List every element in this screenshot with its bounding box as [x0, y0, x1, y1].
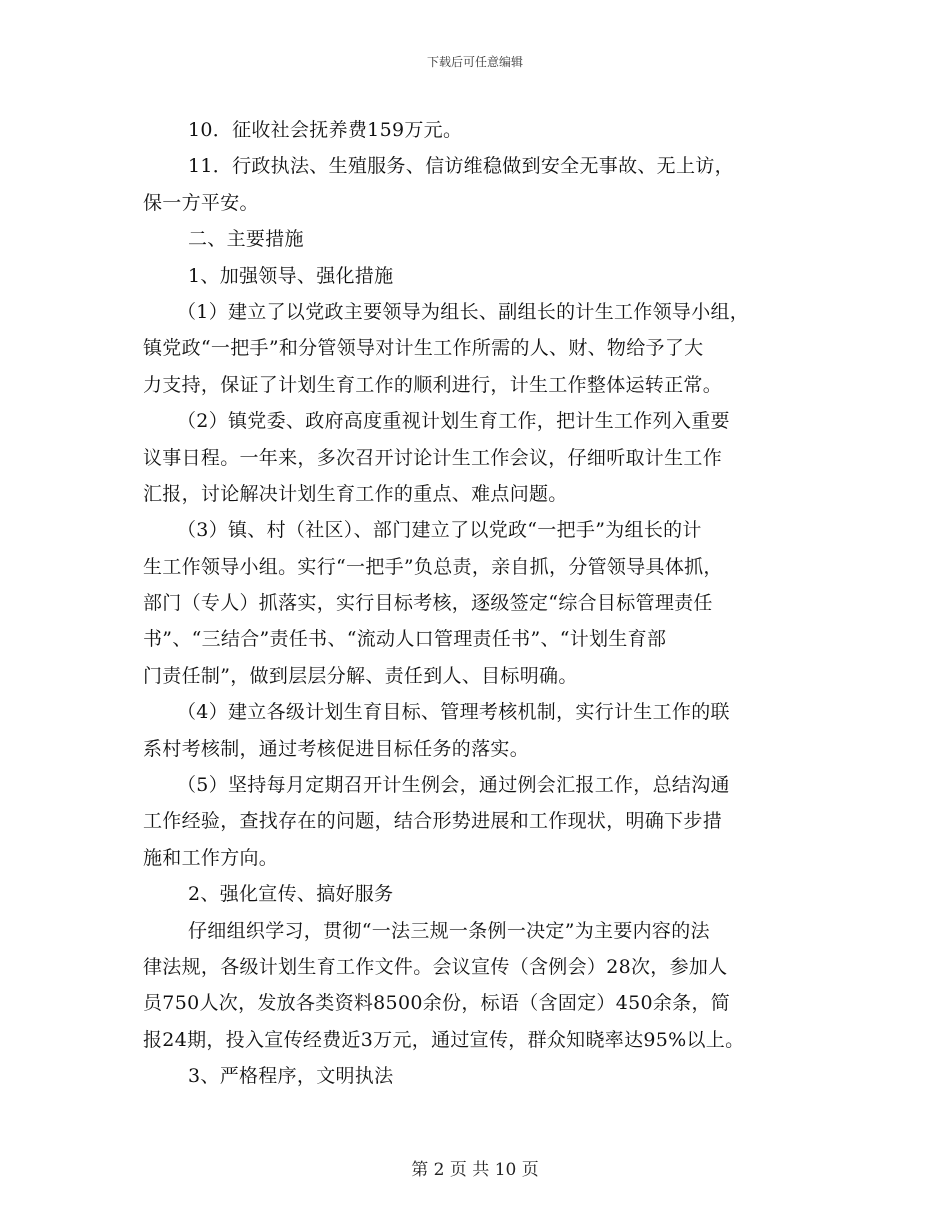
text-line: （5）坚持每月定期召开计生例会，通过例会汇报工作，总结沟通: [177, 774, 730, 797]
text-line: 生工作领导小组。实行“一把手”负总责，亲自抓，分管领导具体抓，: [143, 555, 723, 578]
text-line: （4）建立各级计划生育目标、管理考核机制，实行计生工作的联: [177, 701, 730, 724]
text-line: 律法规，各级计划生育工作文件。会议宣传（含例会）28次，参加人: [143, 955, 728, 978]
text-line: 书”、“三结合”责任书、“流动人口管理责任书”、“计划生育部: [143, 628, 667, 651]
text-line: 门责任制”，做到层层分解、责任到人、目标明确。: [143, 664, 578, 687]
text-line: 施和工作方向。: [143, 846, 279, 869]
text-line: 报24期，投入宣传经费近3万元，通过宣传，群众知晓率达95%以上。: [143, 1028, 745, 1051]
text-line: 议事日程。一年来，多次召开讨论计生工作会议，仔细听取计生工作: [143, 446, 723, 469]
text-line: 保一方平安。: [143, 191, 259, 214]
text-line: 2、强化宣传、搞好服务: [188, 883, 394, 906]
text-line: （2）镇党委、政府高度重视计划生育工作，把计生工作列入重要: [177, 410, 730, 433]
text-line: 二、主要措施: [188, 228, 304, 251]
text-line: 仔细组织学习，贯彻“一法三规一条例一决定”为主要内容的法: [188, 919, 710, 942]
text-line: 10．征收社会抚养费159万元。: [188, 119, 463, 141]
text-line: 1、加强领导、强化措施: [188, 264, 394, 287]
text-line: 系村考核制，通过考核促进目标任务的落实。: [143, 737, 530, 760]
document-body: [143, 112, 823, 1095]
text-line: （3）镇、村（社区）、部门建立了以党政“一把手”为组长的计: [177, 519, 702, 542]
text-line: 工作经验，查找存在的问题，结合形势进展和工作现状，明确下步措: [143, 810, 723, 833]
text-line: 部门（专人）抓落实，实行目标考核，逐级签定“综合目标管理责任: [143, 592, 713, 615]
text-line: 3、严格程序，文明执法: [188, 1065, 394, 1088]
page-footer: 第 2 页 共 10 页: [411, 1160, 539, 1180]
text-line: 11．行政执法、生殖服务、信访维稳做到安全无事故、无上访，: [188, 155, 734, 178]
text-line: 镇党政“一把手”和分管领导对计生工作所需的人、财、物给予了大: [143, 337, 704, 360]
text-line: 汇报，讨论解决计划生育工作的重点、难点问题。: [143, 482, 568, 505]
text-line: （1）建立了以党政主要领导为组长、副组长的计生工作领导小组，: [177, 300, 750, 323]
page-header: 下载后可任意编辑: [426, 55, 523, 69]
text-line: 力支持，保证了计划生育工作的顺利进行，计生工作整体运转正常。: [143, 373, 723, 396]
text-line: 员750人次，发放各类资料8500余份，标语（含固定）450余条，简: [143, 992, 731, 1015]
